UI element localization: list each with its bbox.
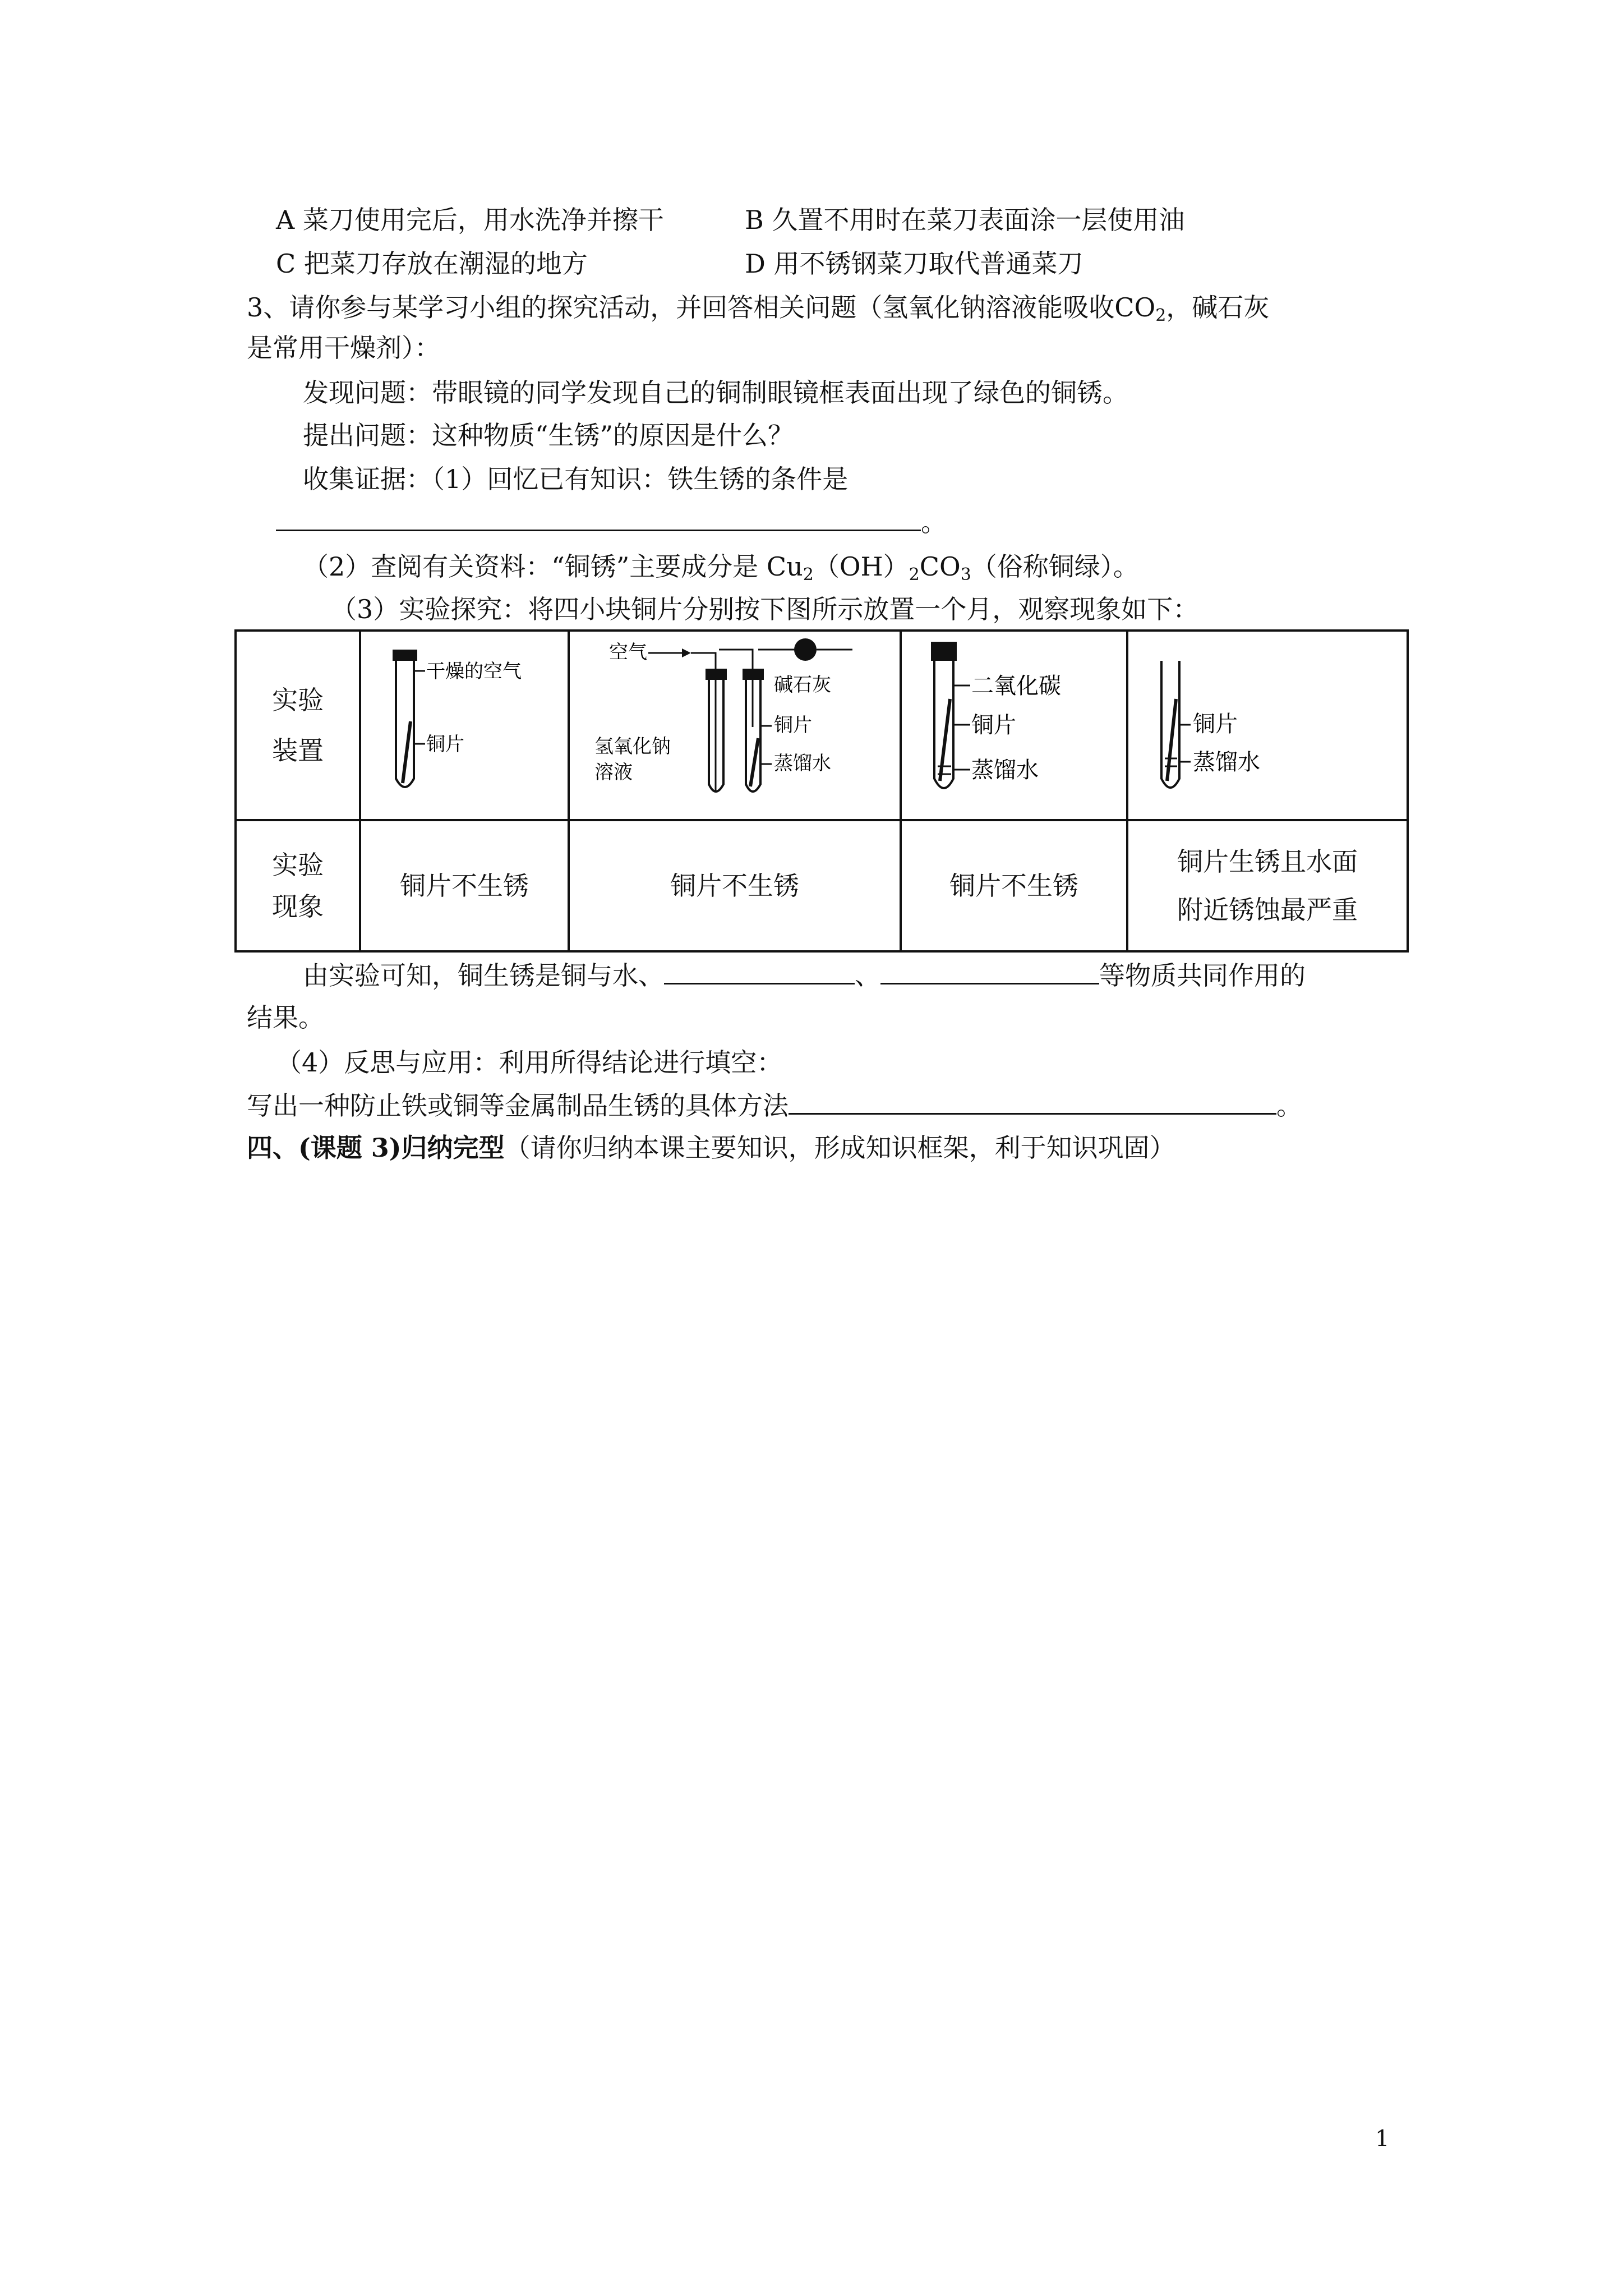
discover-problem: 发现问题：带眼镜的同学发现自己的铜制眼镜框表面出现了绿色的铜锈。 bbox=[303, 378, 1128, 408]
answer-blank-3[interactable] bbox=[880, 958, 1099, 984]
period: 。 bbox=[921, 507, 947, 537]
row-head-line-2: 现象 bbox=[272, 891, 324, 922]
step4-line: （4）反思与应用：利用所得结论进行填空： bbox=[276, 1047, 783, 1078]
apparatus-dry-air bbox=[363, 632, 565, 811]
answer-blank-iron-rust[interactable] bbox=[276, 505, 921, 531]
conclusion-sep: 、 bbox=[855, 960, 880, 991]
section4-title: 四、(课题 3)归纳完型 bbox=[247, 1133, 505, 1163]
label-dry-air: 干燥的空气 bbox=[426, 660, 522, 683]
conclusion-line bbox=[303, 958, 1306, 992]
oh-subscript: 2 bbox=[909, 565, 920, 585]
step4-question bbox=[247, 1088, 1302, 1122]
row-head-apparatus bbox=[236, 631, 360, 820]
label-copper-2: 铜片 bbox=[774, 714, 812, 737]
label-copper-4: 铜片 bbox=[1193, 711, 1238, 737]
table-row-phenomenon bbox=[236, 820, 1408, 951]
step4-question-text: 写出一种防止铁或铜等金属制品生锈的具体方法 bbox=[247, 1091, 789, 1121]
result-3: 铜片不生锈 bbox=[901, 820, 1127, 951]
answer-blank-2[interactable] bbox=[664, 958, 855, 984]
q3-intro-text: 3、请你参与某学习小组的探究活动，并回答相关问题（氢氧化钠溶液能吸收CO bbox=[247, 292, 1156, 323]
result-4 bbox=[1127, 820, 1408, 951]
cu-subscript: 2 bbox=[803, 565, 814, 585]
label-distilled-water-4: 蒸馏水 bbox=[1193, 749, 1260, 775]
answer-blank-4[interactable] bbox=[789, 1088, 1276, 1115]
conclusion-line-2: 结果。 bbox=[247, 1002, 324, 1033]
step2-end: （俗称铜绿）。 bbox=[971, 551, 1139, 582]
label-air: 空气 bbox=[609, 641, 647, 664]
label-naoh-1: 氢氧化钠 bbox=[594, 735, 671, 758]
result-2: 铜片不生锈 bbox=[569, 820, 901, 951]
apparatus-naoh bbox=[572, 632, 897, 811]
collect-evidence: 收集证据：（1）回忆已有知识：铁生锈的条件是 bbox=[303, 464, 849, 494]
label-copper-3: 铜片 bbox=[971, 712, 1016, 738]
step4-end: 。 bbox=[1276, 1091, 1302, 1121]
conclusion-text: 由实验可知，铜生锈是铜与水、 bbox=[303, 960, 664, 991]
apparatus-co2 bbox=[903, 632, 1125, 811]
label-naoh-2: 溶液 bbox=[594, 761, 633, 784]
section4-note: （请你归纳本课主要知识，形成知识框架，利于知识巩固） bbox=[504, 1133, 1175, 1163]
page-number: 1 bbox=[1375, 2126, 1390, 2152]
label-copper-1: 铜片 bbox=[426, 733, 464, 756]
conclusion-text-2: 等物质共同作用的 bbox=[1099, 960, 1306, 991]
row-head-line-1: 实验 bbox=[272, 850, 324, 880]
collect-blank-line bbox=[276, 505, 947, 539]
section4-heading bbox=[247, 1131, 1175, 1165]
option-d: D 用不锈钢菜刀取代普通菜刀 bbox=[745, 249, 1083, 279]
q3-intro-2: 是常用干燥剂）： bbox=[247, 333, 440, 363]
co2-subscript: 2 bbox=[1155, 306, 1166, 325]
step2-text: （2）查阅有关资料：“铜锈”主要成分是 Cu bbox=[303, 551, 803, 582]
apparatus-3-cell bbox=[901, 631, 1127, 820]
oh-text: （OH） bbox=[813, 551, 909, 582]
row-head-phenomenon bbox=[236, 820, 360, 951]
option-b: B 久置不用时在菜刀表面涂一层使用油 bbox=[745, 205, 1185, 235]
row-head-line-2: 装置 bbox=[272, 735, 324, 766]
q3-intro bbox=[247, 291, 1269, 324]
step2-line bbox=[303, 550, 1139, 583]
apparatus-2-cell bbox=[569, 631, 901, 820]
apparatus-water bbox=[1130, 632, 1405, 811]
co3-subscript: 3 bbox=[960, 565, 971, 585]
label-distilled-water-2: 蒸馏水 bbox=[774, 752, 831, 775]
label-soda-lime: 碱石灰 bbox=[774, 674, 831, 696]
option-a: A 菜刀使用完后，用水洗净并擦干 bbox=[276, 205, 664, 235]
table-row-apparatus bbox=[236, 631, 1408, 820]
result-4-line-1: 铜片生锈且水面 bbox=[1177, 846, 1358, 877]
apparatus-4-cell bbox=[1127, 631, 1408, 820]
raise-question: 提出问题：这种物质“生锈”的原因是什么？ bbox=[303, 420, 794, 450]
label-distilled-water-3: 蒸馏水 bbox=[971, 757, 1039, 783]
step3-line: （3）实验探究：将四小块铜片分别按下图所示放置一个月，观察现象如下： bbox=[331, 594, 1199, 624]
co-text: CO bbox=[919, 551, 961, 582]
q3-intro-end: ，碱石灰 bbox=[1166, 292, 1270, 323]
apparatus-1-cell bbox=[360, 631, 569, 820]
result-1: 铜片不生锈 bbox=[360, 820, 569, 951]
experiment-table bbox=[234, 629, 1409, 953]
label-co2: 二氧化碳 bbox=[971, 673, 1061, 699]
result-4-line-2: 附近锈蚀最严重 bbox=[1177, 895, 1358, 925]
option-c: C 把菜刀存放在潮湿的地方 bbox=[276, 249, 588, 279]
row-head-line-1: 实验 bbox=[272, 685, 324, 715]
